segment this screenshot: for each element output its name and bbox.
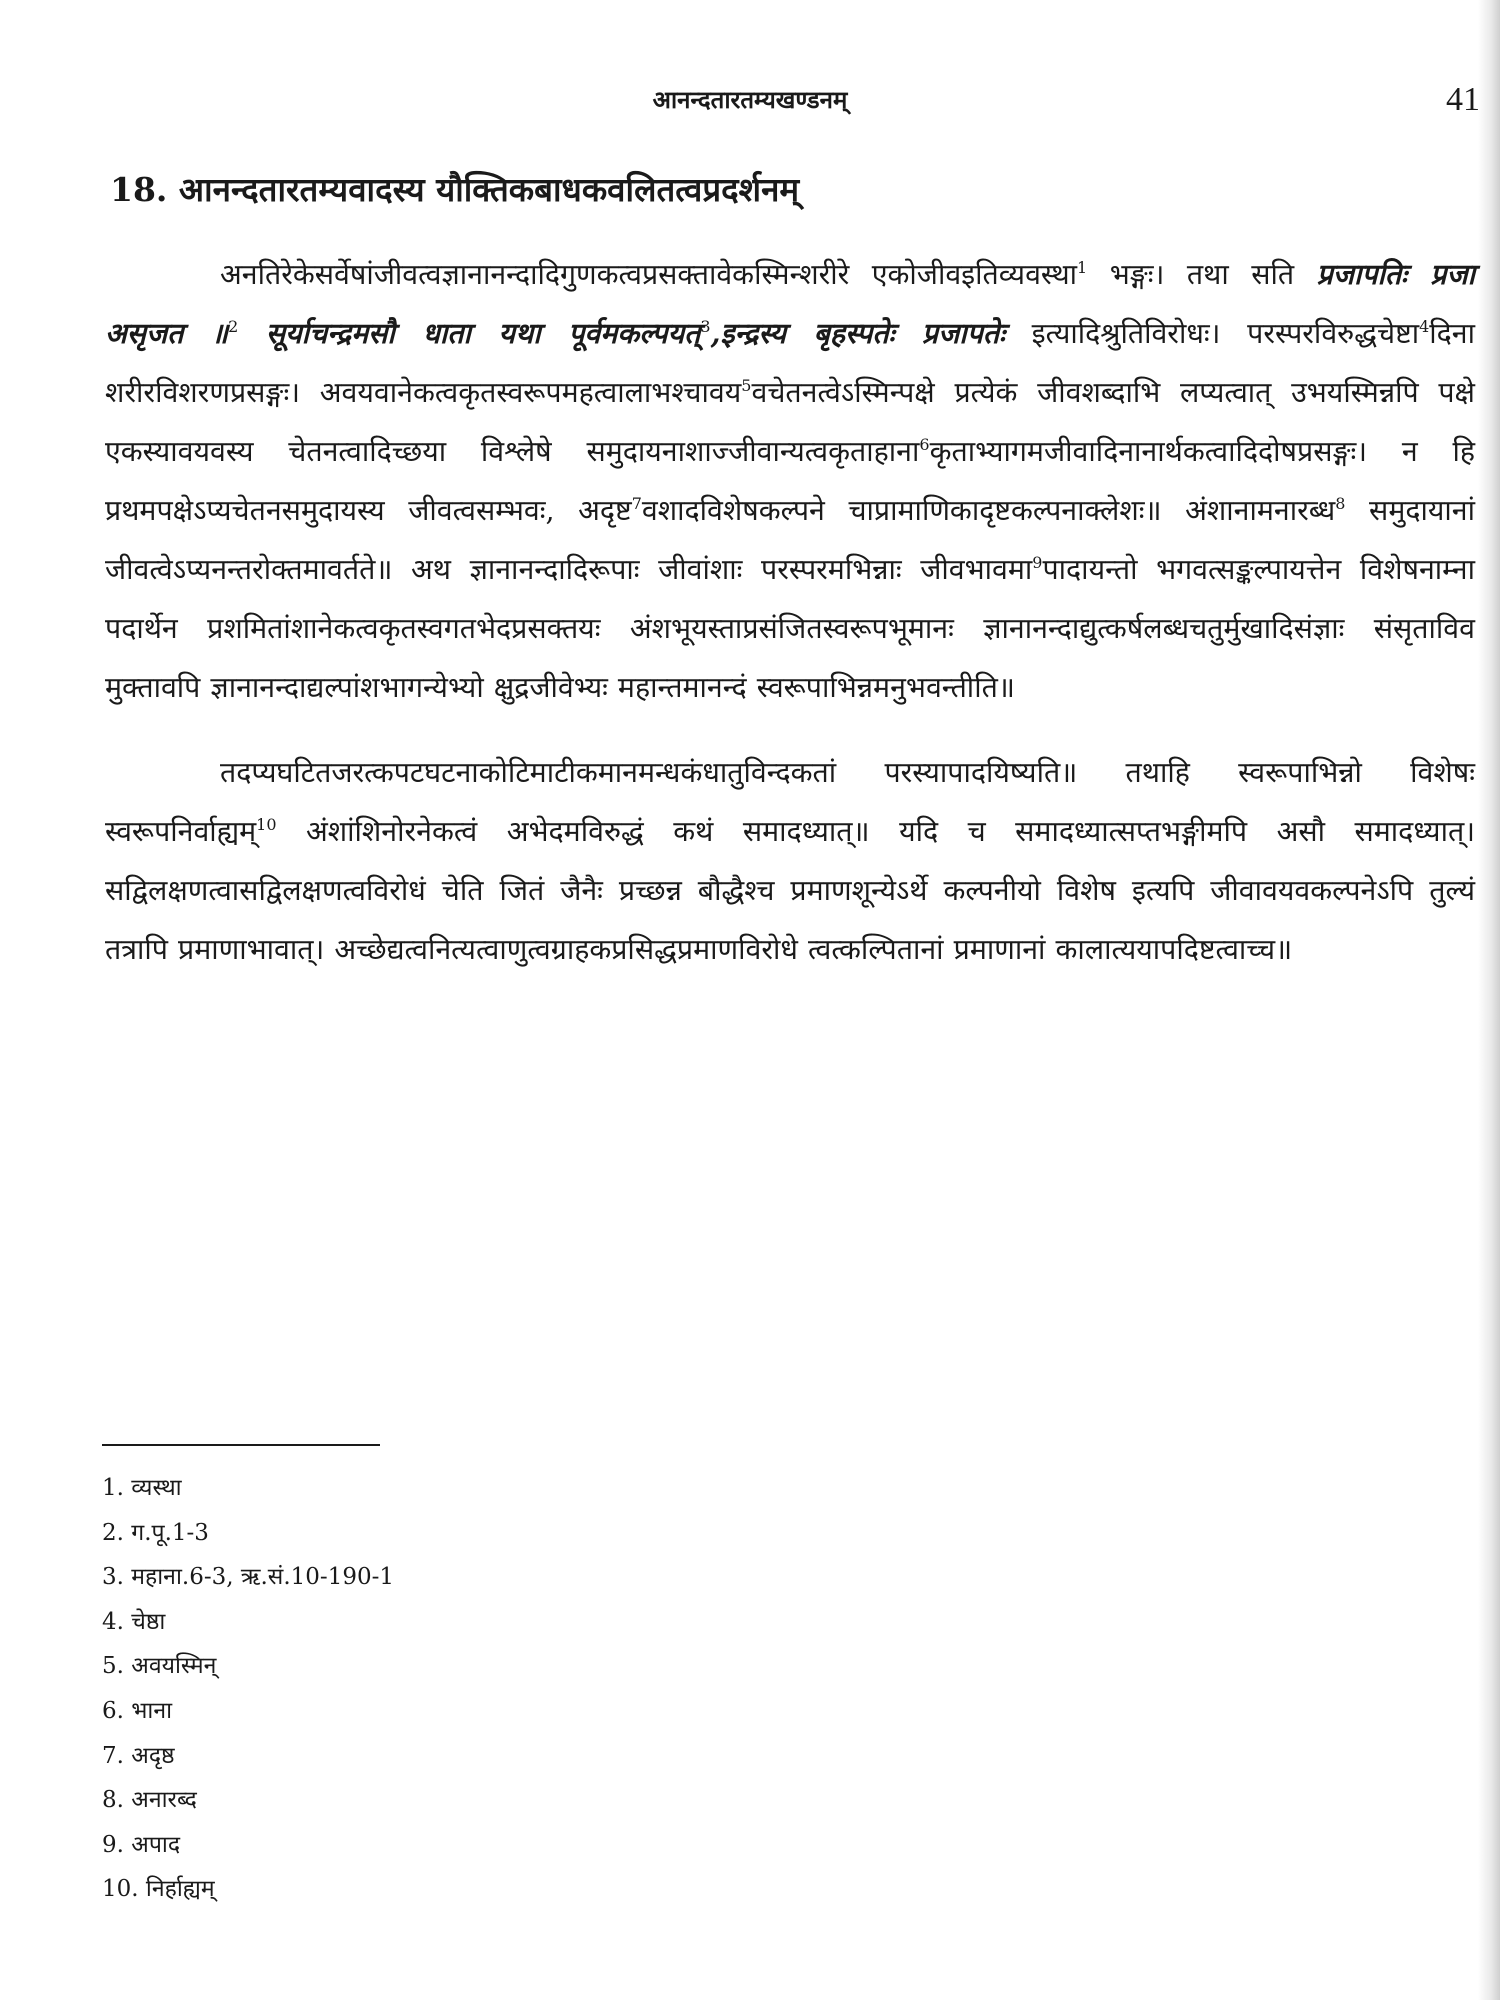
footnote-divider <box>102 1444 380 1446</box>
footnote-ref: 3 <box>700 317 711 336</box>
footnote-item: 6. भाना <box>102 1697 173 1724</box>
footnote-item: 5. अवयस्मिन् <box>102 1653 217 1680</box>
footnote-ref: 4 <box>1419 317 1430 336</box>
text-run: तदप्यघटितजरत्कपटघटनाकोटिमाटीकमानमन्धकंधातुविन्दकतां परस्यापादयिष्यति॥ तथाहि स्वरूपाभिन्नो विशेषः स्वरूपनिर्वाह्यम् <box>105 756 1475 848</box>
page-number: 41 <box>1446 81 1480 118</box>
footnote-item: 4. चेष्ठा <box>102 1608 166 1635</box>
footnote-item: 3. महाना.6-3, ऋ.सं.10-190-1 <box>102 1564 395 1591</box>
footnote-item: 2. ग.पू.1-3 <box>102 1519 209 1546</box>
footnote-ref: 8 <box>1335 494 1346 513</box>
text-run: दिना शरीरविशरणप्रसङ्गः। अवयवानेकत्वकृतस्वरूपमहत्वालाभश्चावय <box>105 317 1476 409</box>
running-title: आनन्दतारतम्यखण्डनम् <box>652 85 848 114</box>
footnote-item: 9. अपाद <box>102 1831 181 1858</box>
text-run: भङ्गः। तथा सति <box>1109 258 1317 291</box>
footnote-ref: 2 <box>228 317 239 336</box>
text-run: कृताभ्यागमजीवादिनानार्थकत्वादिदोषप्रसङ्गः। न हि प्रथमपक्षेऽप्यचेतनसमुदायस्य जीवत्वसम्भवः, अदृष्ट <box>105 435 1475 527</box>
paragraph-1 <box>105 245 1475 717</box>
footnote-ref: 5 <box>741 376 752 395</box>
footnote-item: 1. व्यस्था <box>102 1475 182 1501</box>
quoted-scripture: सूर्याचन्द्रमसौ धाता यथा पूर्वमकल्पयत् <box>238 316 701 350</box>
footnote-ref: 9 <box>1032 553 1043 572</box>
text-run: इत्यादिश्रुतिविरोधः। परस्परविरुद्धचेष्टा <box>1004 317 1420 350</box>
running-header <box>0 80 1500 120</box>
footnote-item: 10. निर्हाह्यम् <box>102 1876 215 1903</box>
footnote-item: 7. अदृष्ठ <box>102 1742 175 1769</box>
text-run: अनतिरेकेसर्वेषांजीवत्वज्ञानानन्दादिगुणकत्वप्रसक्तावेकस्मिन्शरीरे एकोजीवइतिव्यवस्था <box>220 258 1078 291</box>
quoted-scripture: ,इन्द्रस्य बृहस्पतेः प्रजापतेः <box>710 316 1005 350</box>
text-run: वचेतनत्वेऽस्मिन्पक्षे प्रत्येकं जीवशब्दाभि लप्यत्वात् उभयस्मिन्नपि पक्षे एकस्यावयवस्य चेतनत्वादिच्छया विश्लेषे समुदायनाशाज्जीवान्यत्वकृताहाना <box>105 376 1475 468</box>
quoted-scripture: प्रजापतिः प्रजा असृजत ॥ <box>105 257 1476 350</box>
page-edge-shadow <box>1478 0 1500 2000</box>
text-run: वशादविशेषकल्पने चाप्रामाणिकादृष्टकल्पनाक्लेशः॥ अंशानामनारब्ध <box>641 494 1336 527</box>
footnote-ref: 1 <box>1077 258 1088 277</box>
footnote-list <box>102 1466 394 1912</box>
footnote-ref: 7 <box>631 494 642 513</box>
body-text <box>105 245 1475 979</box>
text-run: अंशांशिनोरनेकत्वं अभेदमविरुद्धं कथं समादध्यात्॥ यदि च समादध्यात्सप्तभङ्गीमपि असौ समादध्यात्। सद्विलक्षणत्वासद्विलक्षणत्वविरोधं चेति जितं जैनैः प्रच्छन्न बौद्धैश्च प्रमाणशून्येऽर्थे कल्पनीयो विशेष इत्यपि जीवावयवकल्पनेऽपि तुल्यं तत्रापि प्रमाणाभावात्। अच्छेद्यत्वनित्यत्वाणुत्वग्राहकप्रसिद्धप्रमाणविरोधे त्वत्कल्पितानां प्रमाणानां कालात्ययापदिष्टत्वाच्च॥ <box>105 815 1475 966</box>
section-heading: 18. आनन्दतारतम्यवादस्य यौक्तिकबाधकवलितत्वप्रदर्शनम् <box>110 170 800 209</box>
text-run: समुदायानां जीवत्वेऽप्यनन्तरोक्तमावर्तते॥ अथ ज्ञानानन्दादिरूपाः जीवांशाः परस्परमभिन्नाः जीवभावमा <box>105 494 1475 586</box>
paragraph-2 <box>105 743 1475 979</box>
footnote-ref: 10 <box>256 815 277 834</box>
footnote-item: 8. अनारब्द <box>102 1787 197 1814</box>
footnote-ref: 6 <box>919 435 930 454</box>
text-run: पादायन्तो भगवत्सङ्कल्पायत्तेन विशेषनाम्ना पदार्थेन प्रशमितांशानेकत्वकृतस्वगतभेदप्रसक्तयः अंशभूयस्ताप्रसंजितस्वरूपभूमानः ज्ञानानन्दाद्युत्कर्षलब्धचतुर्मुखादिसंज्ञाः संसृताविव मुक्तावपि ज्ञानानन्दाद्यल्पांशभागन्येभ्यो क्षुद्रजीवेभ्यः महान्तमानन्दं स्वरूपाभिन्नमनुभवन्तीति॥ <box>105 553 1475 704</box>
